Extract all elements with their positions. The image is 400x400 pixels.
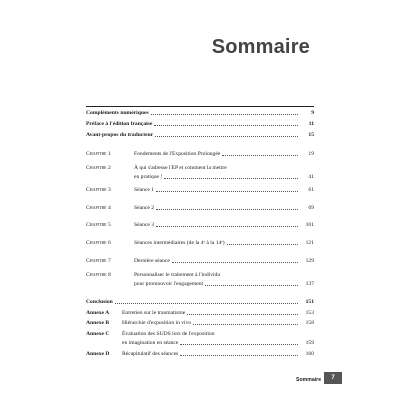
toc-leader	[193, 324, 298, 325]
toc-entry-text: Avant-propos du traducteur	[86, 132, 154, 138]
chapter-title: À qui s'adresse l'EP et comment la mettre	[134, 165, 227, 171]
toc-entry-text: Préface à l'édition française	[86, 121, 153, 127]
chapter-label: Chapitre 7	[86, 258, 111, 264]
chapter-title: Séance 2	[134, 205, 155, 211]
toc-page-number: 61	[308, 187, 314, 193]
annex-title: Évaluation des SUDS lors de l'exposition	[122, 331, 215, 337]
toc-entry	[86, 110, 314, 117]
toc-page-number: 15	[308, 132, 314, 138]
annex-label: Annexe A	[86, 310, 110, 316]
top-rule	[86, 106, 314, 107]
toc-page-number: 19	[308, 151, 314, 157]
toc-entry-text: Compléments numériques	[86, 110, 149, 116]
toc-leader	[154, 125, 298, 126]
toc-leader	[155, 136, 298, 137]
chapter-title: Dernière séance	[134, 258, 170, 264]
chapter-label: Chapitre 6	[86, 240, 111, 246]
annex-title: Hiérarchie d'exposition in vivo	[122, 320, 192, 326]
chapter-title-continued: pour promouvoir l'engagement	[134, 280, 204, 287]
toc-entry	[86, 121, 314, 128]
toc-entry-text: Conclusion	[86, 299, 113, 305]
toc-page-number: 129	[305, 258, 314, 264]
page-number-badge: 7	[324, 372, 342, 384]
toc-page-number: 159	[305, 339, 314, 346]
toc-page-number: 160	[305, 351, 314, 357]
toc-leader	[156, 191, 298, 192]
toc-leader	[151, 114, 298, 115]
chapter-label: Chapitre 1	[86, 151, 111, 157]
toc-page-number: 69	[308, 205, 314, 211]
toc-leader	[156, 226, 298, 227]
chapter-label: Chapitre 8	[86, 272, 111, 278]
toc-page-number: 11	[308, 121, 314, 127]
toc-page-number: 41	[308, 173, 314, 180]
chapter-label: Chapitre 4	[86, 205, 111, 211]
annex-label: Annexe B	[86, 320, 110, 326]
toc-page-number: 158	[305, 320, 314, 326]
toc-leader	[180, 355, 298, 356]
toc-page-number: 121	[305, 240, 314, 246]
toc-page-number: 9	[311, 110, 314, 116]
chapter-title-continued: en pratique !	[134, 173, 163, 180]
toc-page-number: 137	[305, 280, 314, 287]
chapter-label: Chapitre 3	[86, 187, 111, 193]
toc-page-number: 101	[305, 222, 314, 228]
toc-page-number: 151	[305, 299, 314, 305]
toc-leader	[156, 209, 298, 210]
toc-leader	[172, 262, 298, 263]
chapter-title: Séances intermédiaires (de la 4ᵉ à la 14ᵉ)	[134, 240, 225, 246]
annex-label: Annexe D	[86, 351, 110, 357]
toc-leader	[164, 178, 298, 179]
chapter-title: Personnaliser le traitement à l'individu	[134, 272, 221, 278]
chapter-label: Chapitre 5	[86, 222, 111, 228]
toc-leader	[180, 344, 298, 345]
annex-title: Entretien sur le traumatisme	[122, 310, 186, 316]
toc-leader	[222, 155, 298, 156]
page-title: Sommaire	[211, 36, 310, 58]
toc-page-number: 153	[305, 310, 314, 316]
running-footer-label: Sommaire	[296, 377, 322, 383]
chapter-title: Séance 1	[134, 187, 155, 193]
toc-entry	[86, 132, 314, 139]
toc-leader	[205, 285, 298, 286]
toc-leader	[227, 244, 298, 245]
chapter-title: Fondements de l'Exposition Prolongée	[134, 151, 221, 157]
toc-leader	[115, 303, 298, 304]
toc-entry	[86, 299, 314, 306]
annex-label: Annexe C	[86, 331, 110, 337]
chapter-label: Chapitre 2	[86, 165, 111, 171]
annex-title: Récapitulatif des séances	[122, 351, 179, 357]
annex-title-continued: en imagination en séance	[122, 339, 179, 346]
toc-leader	[187, 314, 298, 315]
chapter-title: Séance 3	[134, 222, 155, 228]
